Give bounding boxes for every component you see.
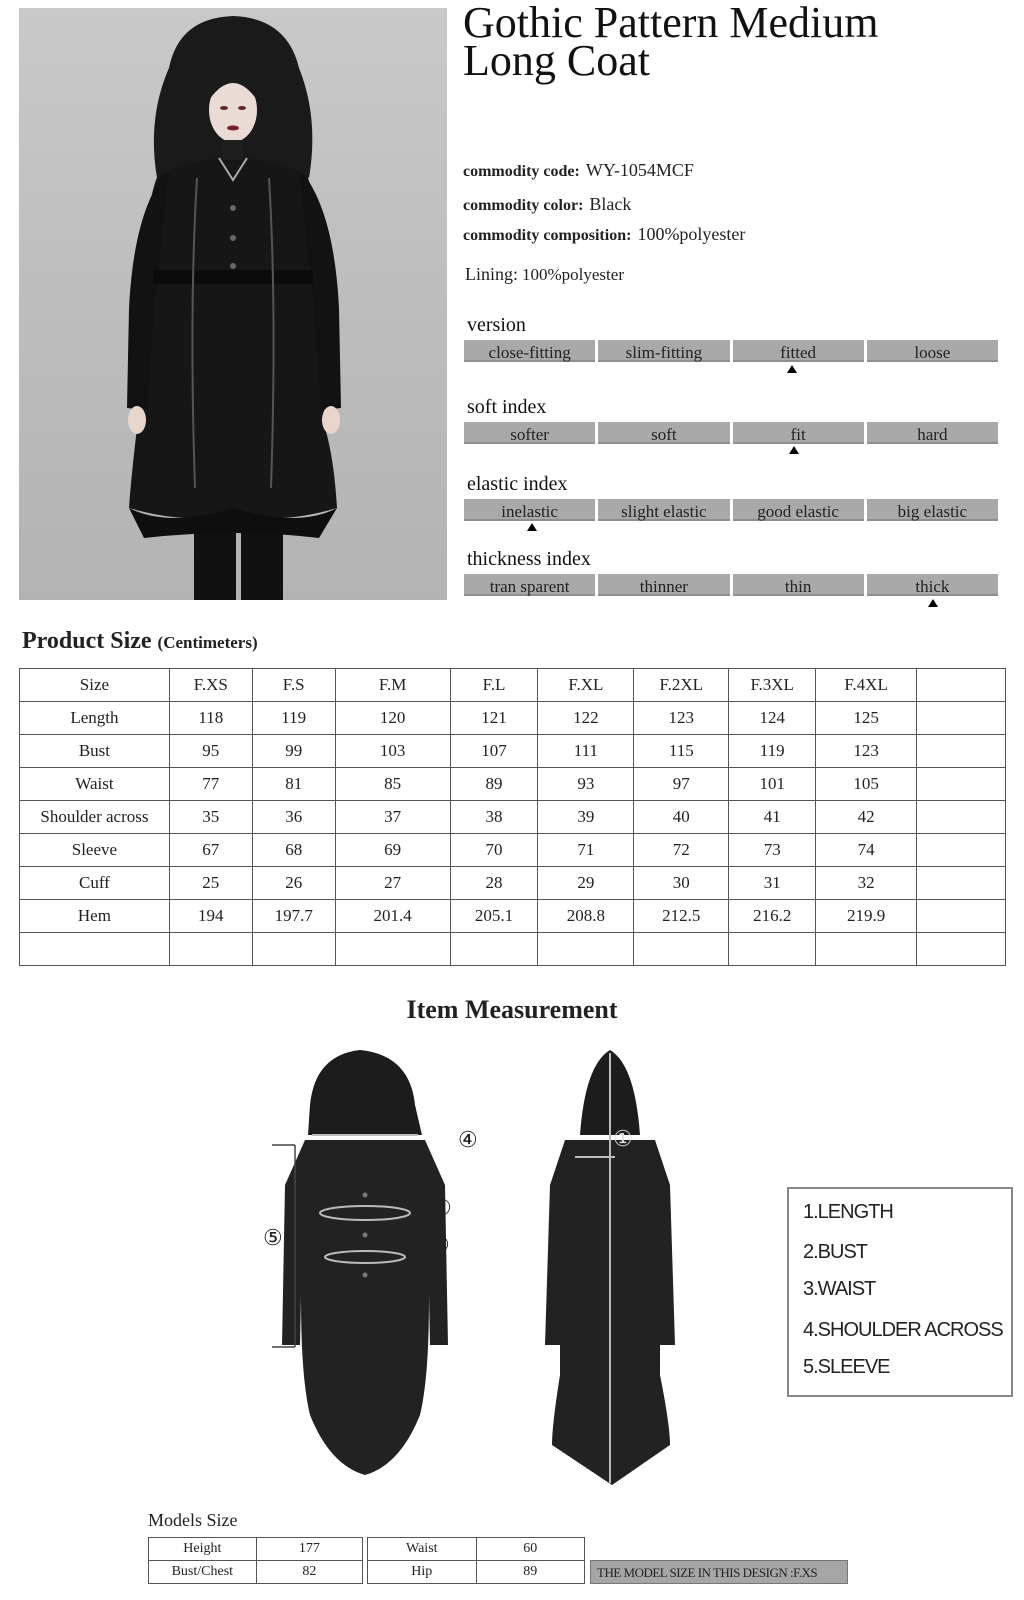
models-table-right (367, 1537, 585, 1584)
size-value: 77 (169, 768, 252, 801)
table-header-cell: F.2XL (634, 669, 729, 702)
product-size-title (22, 628, 258, 655)
size-value: 70 (450, 834, 538, 867)
table-empty-cell (917, 801, 1006, 834)
size-value: 197.7 (252, 900, 335, 933)
spec-lining-label: Lining: (465, 264, 518, 284)
table-empty-cell (917, 702, 1006, 735)
table-header-cell: Size (20, 669, 170, 702)
table-row (149, 1561, 363, 1584)
table-row (20, 768, 1006, 801)
size-value: 93 (538, 768, 634, 801)
coat-back-diagram (520, 1045, 700, 1490)
index-version-title: version (467, 314, 526, 336)
table-empty-cell (917, 735, 1006, 768)
size-value: 26 (252, 867, 335, 900)
row-label: Hem (20, 900, 170, 933)
size-value: 123 (816, 735, 917, 768)
size-value: 194 (169, 900, 252, 933)
spec-code (463, 160, 694, 181)
row-label: Bust (20, 735, 170, 768)
size-value: 118 (169, 702, 252, 735)
table-empty-cell (917, 768, 1006, 801)
marker-4: ④ (458, 1127, 478, 1152)
model-size-note: THE MODEL SIZE IN THIS DESIGN :F.XS (590, 1560, 848, 1584)
index-elastic-title: elastic index (467, 473, 568, 495)
size-value: 71 (538, 834, 634, 867)
table-header-cell: F.L (450, 669, 538, 702)
size-value: 205.1 (450, 900, 538, 933)
index-option: hard (867, 422, 998, 444)
table-row (20, 702, 1006, 735)
size-value: 41 (729, 801, 816, 834)
size-value: 72 (634, 834, 729, 867)
index-thickness-title: thickness index (467, 548, 591, 570)
table-empty-cell (917, 834, 1006, 867)
size-value: 122 (538, 702, 634, 735)
size-value: 99 (252, 735, 335, 768)
size-value: 81 (252, 768, 335, 801)
table-header-cell: F.XL (538, 669, 634, 702)
index-option: slim-fitting (598, 340, 729, 362)
size-value: 103 (335, 735, 450, 768)
model-label: Hip (368, 1561, 477, 1584)
size-value: 124 (729, 702, 816, 735)
spec-color-label: commodity color: (463, 197, 584, 214)
size-value: 42 (816, 801, 917, 834)
size-value: 38 (450, 801, 538, 834)
index-option: big elastic (867, 499, 998, 521)
table-row (20, 834, 1006, 867)
model-label: Height (149, 1538, 257, 1561)
index-option: tran sparent (464, 574, 595, 596)
product-photo (19, 8, 447, 600)
size-value: 123 (634, 702, 729, 735)
size-value: 219.9 (816, 900, 917, 933)
model-value: 82 (256, 1561, 362, 1584)
index-option: thin (733, 574, 864, 596)
index-option: fit (733, 422, 864, 444)
table-row (20, 801, 1006, 834)
table-empty-row (20, 933, 1006, 966)
size-value: 120 (335, 702, 450, 735)
table-row (368, 1538, 585, 1561)
index-thickness-bar (464, 574, 998, 596)
size-value: 89 (450, 768, 538, 801)
size-value: 107 (450, 735, 538, 768)
size-value: 119 (729, 735, 816, 768)
size-value: 105 (816, 768, 917, 801)
index-option: fitted (733, 340, 864, 362)
product-size-table (19, 668, 1006, 966)
index-elastic-bar (464, 499, 998, 521)
size-value: 28 (450, 867, 538, 900)
index-option: softer (464, 422, 595, 444)
size-value: 35 (169, 801, 252, 834)
size-value: 67 (169, 834, 252, 867)
index-version-marker (787, 365, 797, 373)
index-thickness-marker (928, 599, 938, 607)
table-header-cell: F.S (252, 669, 335, 702)
table-header-cell: F.M (335, 669, 450, 702)
spec-composition-value: 100%polyester (637, 224, 746, 244)
index-option: thinner (598, 574, 729, 596)
index-option: good elastic (733, 499, 864, 521)
coat-front-diagram (250, 1045, 480, 1490)
index-elastic-marker (527, 523, 537, 531)
size-value: 208.8 (538, 900, 634, 933)
index-option: inelastic (464, 499, 595, 521)
models-size-title: Models Size (148, 1510, 238, 1530)
table-empty-cell (917, 669, 1006, 702)
size-value: 69 (335, 834, 450, 867)
marker-5: ⑤ (263, 1225, 283, 1250)
marker-3: ③ (430, 1232, 450, 1257)
index-option: close-fitting (464, 340, 595, 362)
size-value: 201.4 (335, 900, 450, 933)
size-value: 36 (252, 801, 335, 834)
spec-code-value: WY-1054MCF (585, 160, 694, 180)
spec-composition (463, 224, 745, 245)
row-label: Cuff (20, 867, 170, 900)
model-value: 60 (476, 1538, 584, 1561)
legend-item: 4.SHOULDER ACROSS (803, 1319, 1003, 1341)
spec-lining (465, 264, 624, 285)
index-option: slight elastic (598, 499, 729, 521)
table-header-cell: F.XS (169, 669, 252, 702)
size-value: 74 (816, 834, 917, 867)
product-size-heading: Product Size (22, 628, 152, 654)
marker-1: ① (613, 1126, 633, 1151)
marker-2: ② (432, 1195, 452, 1220)
model-label: Waist (368, 1538, 477, 1561)
index-option: thick (867, 574, 998, 596)
table-row (20, 900, 1006, 933)
legend-item: 2.BUST (803, 1241, 868, 1263)
table-empty-cell (917, 867, 1006, 900)
size-value: 212.5 (634, 900, 729, 933)
legend-item: 3.WAIST (803, 1278, 876, 1300)
legend-item: 5.SLEEVE (803, 1356, 890, 1378)
models-table-left (148, 1537, 363, 1584)
table-row (368, 1561, 585, 1584)
size-value: 85 (335, 768, 450, 801)
model-label: Bust/Chest (149, 1561, 257, 1584)
size-value: 101 (729, 768, 816, 801)
table-row (20, 735, 1006, 768)
row-label: Length (20, 702, 170, 735)
size-value: 30 (634, 867, 729, 900)
spec-code-label: commodity code: (463, 163, 580, 180)
index-soft-bar (464, 422, 998, 444)
size-value: 32 (816, 867, 917, 900)
spec-color (463, 194, 631, 215)
table-row (149, 1538, 363, 1561)
size-value: 216.2 (729, 900, 816, 933)
table-empty-cell (917, 900, 1006, 933)
product-size-unit: (Centimeters) (157, 633, 258, 652)
model-value: 89 (476, 1561, 584, 1584)
row-label: Sleeve (20, 834, 170, 867)
size-value: 40 (634, 801, 729, 834)
table-header-row (20, 669, 1006, 702)
row-label: Shoulder across (20, 801, 170, 834)
size-value: 73 (729, 834, 816, 867)
legend-item: 1.LENGTH (803, 1201, 893, 1223)
index-option: loose (867, 340, 998, 362)
size-value: 29 (538, 867, 634, 900)
size-value: 27 (335, 867, 450, 900)
table-header-cell: F.4XL (816, 669, 917, 702)
size-value: 39 (538, 801, 634, 834)
size-value: 68 (252, 834, 335, 867)
size-value: 125 (816, 702, 917, 735)
size-value: 97 (634, 768, 729, 801)
measurement-title: Item Measurement (406, 995, 618, 1024)
size-value: 111 (538, 735, 634, 768)
size-value: 25 (169, 867, 252, 900)
size-value: 31 (729, 867, 816, 900)
table-header-cell: F.3XL (729, 669, 816, 702)
spec-color-value: Black (589, 194, 632, 214)
index-soft-marker (789, 446, 799, 454)
size-value: 119 (252, 702, 335, 735)
size-value: 115 (634, 735, 729, 768)
spec-lining-value: 100%polyester (522, 265, 624, 284)
spec-composition-label: commodity composition: (463, 227, 632, 244)
size-value: 121 (450, 702, 538, 735)
size-value: 37 (335, 801, 450, 834)
index-option: soft (598, 422, 729, 444)
index-soft-title: soft index (467, 396, 547, 418)
size-value: 95 (169, 735, 252, 768)
table-row (20, 867, 1006, 900)
row-label: Waist (20, 768, 170, 801)
product-title: Gothic Pattern Medium Long Coat (463, 0, 879, 85)
measurement-legend (787, 1187, 1013, 1397)
model-value: 177 (256, 1538, 362, 1561)
index-version-bar (464, 340, 998, 362)
